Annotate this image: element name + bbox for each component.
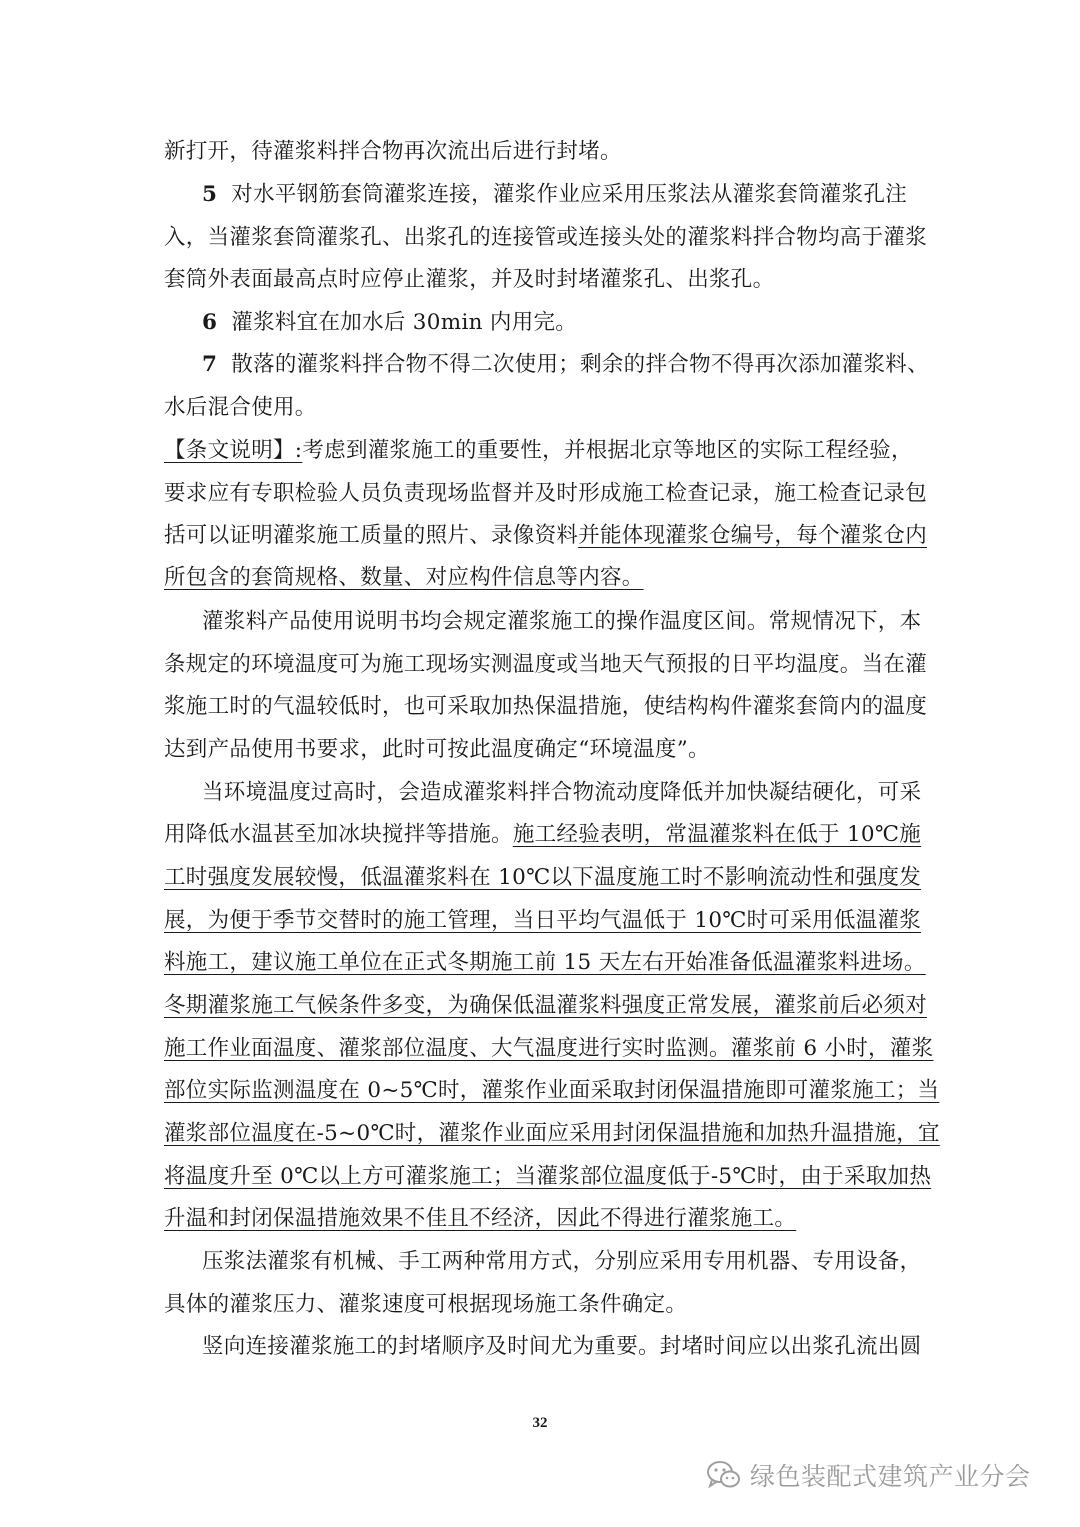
- clause-text: 灌浆料宜在加水后 30min 内用完。: [231, 310, 578, 335]
- paragraph-line: 浆施工时的气温较低时，也可采取加热保温措施，使结构构件灌浆套筒内的温度: [164, 694, 928, 719]
- paragraph-line: 灌浆料产品使用说明书均会规定灌浆施工的操作温度区间。常规情况下，本: [202, 609, 922, 634]
- paragraph-line: 具体的灌浆压力、灌浆速度可根据现场施工条件确定。: [164, 1292, 688, 1317]
- paragraph-line: 条规定的环境温度可为施工现场实测温度或当地天气预报的日平均温度。当在灌: [164, 652, 928, 677]
- note-line: [164, 521, 928, 551]
- note-text: 括可以证明灌浆施工质量的照片、录像资料: [164, 523, 579, 548]
- clause-number: 7: [202, 352, 218, 377]
- note-underlined-line: 所包含的套筒规格、数量、对应构件信息等内容。: [164, 565, 644, 590]
- clause-number: 5: [202, 182, 218, 207]
- clause-5-line: 入，当灌浆套筒灌浆孔、出浆孔的连接管或连接头处的灌浆料拌合物均高于灌浆: [164, 225, 928, 250]
- underlined-line: 料施工，建议施工单位在正式冬期施工前 15 天左右开始准备低温灌浆料进场。: [164, 950, 926, 975]
- paragraph-line: 达到产品使用书要求，此时可按此温度确定“环境温度”。: [164, 737, 710, 762]
- note-label: 【条文说明】:: [164, 438, 303, 463]
- clause-7-line: [164, 350, 958, 380]
- clause-7-line: 水后混合使用。: [164, 395, 317, 420]
- clause-number: 6: [202, 310, 218, 335]
- underlined-line: 升温和封闭保温措施效果不佳且不经济，因此不得进行灌浆施工。: [164, 1206, 797, 1231]
- page-number: 32: [532, 1415, 548, 1431]
- underlined-line: 部位实际监测温度在 0~5℃时，灌浆作业面采取封闭保温措施即可灌浆施工；当: [164, 1078, 940, 1103]
- underlined-line: 施工作业面温度、灌浆部位温度、大气温度进行实时监测。灌浆前 6 小时，灌浆: [164, 1036, 934, 1061]
- watermark: [706, 1458, 1031, 1492]
- watermark-text: 绿色装配式建筑产业分会: [750, 1462, 1031, 1491]
- note-text: 考虑到灌浆施工的重要性，并根据北京等地区的实际工程经验，: [302, 438, 913, 463]
- underlined-line: 冬期灌浆施工气候条件多变，为确保低温灌浆料强度正常发展，灌浆前后必须对: [164, 993, 928, 1018]
- paragraph-line: [164, 820, 920, 850]
- clause-text: 对水平钢筋套筒灌浆连接，灌浆作业应采用压浆法从灌浆套筒灌浆孔注: [231, 182, 908, 207]
- paragraph-line: 当环境温度过高时，会造成灌浆料拌合物流动度降低并加快凝结硬化，可采: [202, 780, 922, 805]
- underlined-text: 施工经验表明，常温灌浆料在低于 10℃施: [512, 822, 922, 847]
- paragraph-text: 用降低水温甚至加冰块搅拌等措施。: [164, 822, 513, 847]
- note-underlined-text: 并能体现灌浆仓编号，每个灌浆仓内: [578, 523, 928, 548]
- clause-6-line: [164, 308, 958, 338]
- wechat-icon: [706, 1460, 742, 1490]
- clause-5-line: [164, 180, 958, 210]
- clause-5-line: 套筒外表面最高点时应停止灌浆，并及时封堵灌浆孔、出浆孔。: [164, 267, 775, 292]
- note-line: [164, 436, 920, 466]
- paragraph-line: 竖向连接灌浆施工的封堵顺序及时间尤为重要。封堵时间应以出浆孔流出圆: [202, 1334, 922, 1359]
- paragraph-line: 新打开，待灌浆料拌合物再次流出后进行封堵。: [164, 139, 622, 164]
- underlined-line: 将温度升至 0℃以上方可灌浆施工；当灌浆部位温度低于-5℃时，由于采取加热: [164, 1164, 932, 1189]
- clause-text: 散落的灌浆料拌合物不得二次使用；剩余的拌合物不得再次添加灌浆料、: [231, 352, 929, 377]
- paragraph-line: 压浆法灌浆有机械、手工两种常用方式，分别应采用专用机器、专用设备，: [202, 1249, 922, 1274]
- underlined-line: 展，为便于季节交替时的施工管理，当日平均气温低于 10℃时可采用低温灌浆: [164, 908, 922, 933]
- note-line: 要求应有专职检验人员负责现场监督并及时形成施工检查记录，施工检查记录包: [164, 481, 928, 506]
- underlined-line: 工时强度发展较慢，低温灌浆料在 10℃以下温度施工时不影响流动性和强度发: [164, 865, 922, 890]
- underlined-line: 灌浆部位温度在-5~0℃时，灌浆作业面应采用封闭保温措施和加热升温措施，宜: [164, 1121, 940, 1146]
